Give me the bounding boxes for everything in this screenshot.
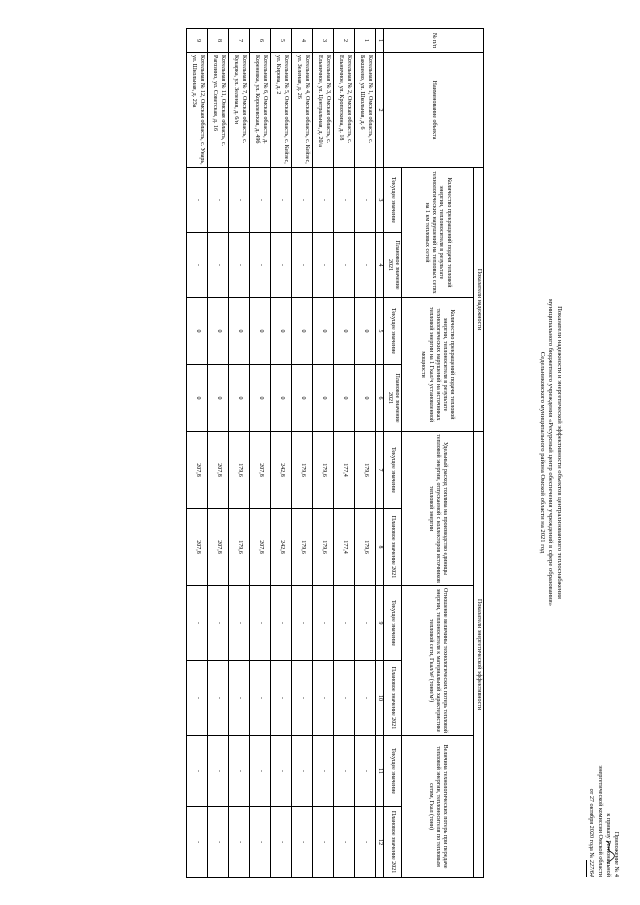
value-cell: -: [334, 807, 355, 878]
value-cell: -: [250, 586, 271, 661]
value-cell: -: [292, 807, 313, 878]
appendix-number: Приложение № 4: [613, 831, 620, 877]
value-cell: -: [187, 586, 208, 661]
value-cell: 207,8: [187, 432, 208, 509]
table-body: [187, 29, 376, 878]
value-cell: -: [229, 233, 250, 298]
object-name: Котельная № 2, Омская область, с. Ельничное, ул. Кропоткина, д. 18: [334, 53, 355, 168]
column-number: 6: [376, 365, 384, 432]
header-planned: Плановое значение 2021: [384, 807, 401, 878]
value-cell: 0: [229, 365, 250, 432]
object-name: Котельная № 1, Омская область, с. Бакшеево, ул. Школьная, д. 6: [355, 53, 376, 168]
value-cell: -: [187, 807, 208, 878]
value-cell: -: [208, 233, 229, 298]
value-cell: -: [208, 586, 229, 661]
object-name: Котельная № 11, Омская область, с. Рагозино, ул. Советская, д. 16: [208, 53, 229, 168]
value-cell: -: [271, 233, 292, 298]
value-cell: -: [229, 586, 250, 661]
row-number: 3: [313, 29, 334, 53]
header-planned: Плановое значение 2021: [384, 661, 401, 736]
header-current: Текущее значение: [384, 736, 401, 807]
value-cell: 0: [250, 365, 271, 432]
column-number: 11: [376, 736, 384, 807]
object-name: Котельная № 4, Омская область, с. Кейзес, ул. Зеленая, д. 26: [292, 53, 313, 168]
value-cell: 177,4: [334, 432, 355, 509]
column-number: 7: [376, 432, 384, 509]
value-cell: 179,6: [313, 432, 334, 509]
row-number: 6: [250, 29, 271, 53]
value-cell: -: [313, 168, 334, 233]
value-cell: -: [271, 661, 292, 736]
value-cell: 0: [355, 365, 376, 432]
value-cell: 0: [334, 365, 355, 432]
value-cell: -: [292, 233, 313, 298]
value-cell: 207,8: [250, 509, 271, 586]
value-cell: -: [292, 168, 313, 233]
column-number: 2: [376, 53, 384, 168]
value-cell: -: [292, 736, 313, 807]
value-cell: 179,6: [292, 509, 313, 586]
value-cell: -: [313, 233, 334, 298]
value-cell: -: [250, 661, 271, 736]
header-no: № п/п: [384, 29, 484, 53]
value-cell: -: [271, 586, 292, 661]
value-cell: 207,8: [208, 432, 229, 509]
header-network-interruptions: Количество прекращений подачи тепловой энергии, теплоносителя в результате технологических нарушений на тепловых сетях на 1 км тепловых сетей: [401, 168, 473, 298]
value-cell: -: [355, 807, 376, 878]
value-cell: -: [250, 807, 271, 878]
row-number: 4: [292, 29, 313, 53]
value-cell: -: [208, 661, 229, 736]
table-row: [229, 29, 250, 878]
value-cell: -: [250, 168, 271, 233]
title-line-1: Показатели надежности и энергетической эффективности объектов централизованного теплоснабжения: [556, 306, 563, 599]
header-efficiency: Показатели энергетической эффективности: [473, 432, 483, 878]
value-cell: 242,8: [271, 509, 292, 586]
value-cell: 0: [271, 365, 292, 432]
value-cell: -: [229, 736, 250, 807]
table-row: [292, 29, 313, 878]
header-planned: Плановое значение 2021: [384, 365, 401, 432]
column-number: 5: [376, 298, 384, 365]
value-cell: -: [229, 661, 250, 736]
value-cell: 242,8: [271, 432, 292, 509]
column-number: 8: [376, 509, 384, 586]
table-row: [208, 29, 229, 878]
header-current: Текущее значение: [384, 586, 401, 661]
header-current: Текущее значение: [384, 432, 401, 509]
value-cell: -: [355, 168, 376, 233]
value-cell: -: [334, 586, 355, 661]
table-row: [334, 29, 355, 878]
appendix-date: от 27 октября 2020 года №: [588, 788, 596, 859]
header-loss-ratio: Отношение величины технологических потерь тепловой энергии, теплоносителя к материальной характеристике тепловой сети, Гкал/м² (тонн/м²): [401, 586, 473, 736]
value-cell: 0: [271, 298, 292, 365]
row-number: 2: [334, 29, 355, 53]
value-cell: -: [292, 586, 313, 661]
value-cell: 179,6: [355, 509, 376, 586]
value-cell: 179,6: [229, 432, 250, 509]
value-cell: 0: [208, 365, 229, 432]
value-cell: -: [187, 233, 208, 298]
value-cell: -: [313, 736, 334, 807]
table-row: [250, 29, 271, 878]
value-cell: -: [229, 807, 250, 878]
value-cell: -: [208, 168, 229, 233]
column-number: 4: [376, 233, 384, 298]
value-cell: -: [271, 807, 292, 878]
row-number: 1: [355, 29, 376, 53]
header-current: Текущее значение: [384, 298, 401, 365]
value-cell: 207,8: [208, 509, 229, 586]
row-number: 9: [187, 29, 208, 53]
handwritten-signature: [602, 839, 616, 865]
value-cell: -: [313, 586, 334, 661]
header-object-name: Наименование объекта: [384, 53, 484, 168]
appendix-order-ref: к приказу Региональной: [604, 813, 612, 877]
value-cell: 0: [208, 298, 229, 365]
value-cell: 0: [313, 298, 334, 365]
value-cell: 179,6: [229, 509, 250, 586]
row-number: 8: [208, 29, 229, 53]
value-cell: -: [187, 661, 208, 736]
value-cell: -: [292, 661, 313, 736]
object-name: Котельная № 6, Омская область, д. Кореневка, ул. Королевская, д. 49б: [250, 53, 271, 168]
value-cell: -: [355, 586, 376, 661]
table-row: [313, 29, 334, 878]
appendix-commission: энергетической комиссии Омской области: [596, 765, 604, 877]
title-line-2: муниципального бюджетного учреждения «Ресурсный центр обеспечения учреждений в сфере образования»: [547, 298, 555, 607]
object-name: Котельная № 5, Омская область, с. Кейзес, ул. Кирова, д. 2: [271, 53, 292, 168]
value-cell: -: [313, 661, 334, 736]
header-current: Текущее значение: [384, 168, 401, 233]
value-cell: -: [355, 233, 376, 298]
value-cell: 179,6: [313, 509, 334, 586]
value-cell: 0: [250, 298, 271, 365]
column-number: 3: [376, 168, 384, 233]
value-cell: -: [229, 168, 250, 233]
header-source-interruptions: Количество прекращений подачи тепловой энергии, теплоносителя в результате технологических нарушений на источниках тепловой энергии на 1 Гкал/ч установленной мощности: [401, 298, 473, 432]
value-cell: 177,4: [334, 509, 355, 586]
column-number: 1: [376, 29, 384, 53]
column-number: 12: [376, 807, 384, 878]
header-fuel-consumption: Удельный расход топлива на производство единицы тепловой энергии, отпускаемой с коллекторов источников тепловой энергии: [401, 432, 473, 586]
value-cell: 0: [187, 298, 208, 365]
value-cell: 0: [355, 298, 376, 365]
indicators-table: [186, 28, 484, 878]
table-row: [187, 29, 208, 878]
header-planned: Плановое значение 2021: [384, 509, 401, 586]
title-line-3: Седельниковского муниципального района Омской области на 2021 год: [538, 351, 546, 554]
header-planned: Плановое значение 2021: [384, 233, 401, 298]
object-name: Котельная № 12, Омская область, с. Унарь, ул. Школьная, д. 23а: [187, 53, 208, 168]
value-cell: -: [334, 661, 355, 736]
value-cell: -: [271, 736, 292, 807]
value-cell: 207,8: [187, 509, 208, 586]
value-cell: 179,6: [292, 432, 313, 509]
row-number: 5: [271, 29, 292, 53]
value-cell: -: [271, 168, 292, 233]
column-number-row: [376, 29, 384, 878]
table-row: [271, 29, 292, 878]
value-cell: -: [334, 168, 355, 233]
column-number: 10: [376, 661, 384, 736]
value-cell: 0: [334, 298, 355, 365]
registration-number: 227/64: [586, 860, 595, 877]
value-cell: -: [355, 736, 376, 807]
value-cell: -: [187, 736, 208, 807]
table-row: [355, 29, 376, 878]
value-cell: -: [355, 661, 376, 736]
value-cell: -: [334, 233, 355, 298]
value-cell: 0: [229, 298, 250, 365]
value-cell: 0: [313, 365, 334, 432]
value-cell: -: [313, 807, 334, 878]
row-number: 7: [229, 29, 250, 53]
value-cell: -: [334, 736, 355, 807]
column-number: 9: [376, 586, 384, 661]
value-cell: 0: [187, 365, 208, 432]
value-cell: 207,8: [250, 432, 271, 509]
value-cell: -: [208, 736, 229, 807]
value-cell: 0: [292, 365, 313, 432]
header-technological-losses: Величина технологических потерь при передаче тепловой энергии, теплоносителя по тепловым сетям, Гкал (тонн): [401, 736, 473, 878]
appendix-date-line: [586, 647, 595, 877]
object-name: Котельная № 3, Омская область, с. Ельничное, ул. Центральная, д. 20/а: [313, 53, 334, 168]
value-cell: -: [208, 807, 229, 878]
value-cell: -: [250, 736, 271, 807]
header-reliability: Показатели надежности: [473, 168, 483, 432]
value-cell: 179,6: [355, 432, 376, 509]
value-cell: 0: [292, 298, 313, 365]
value-cell: -: [187, 168, 208, 233]
document-title: [537, 210, 563, 695]
value-cell: -: [250, 233, 271, 298]
object-name: Котельная № 7, Омская область, с. Кукарка, ул. Зеленая, д. 6/н: [229, 53, 250, 168]
